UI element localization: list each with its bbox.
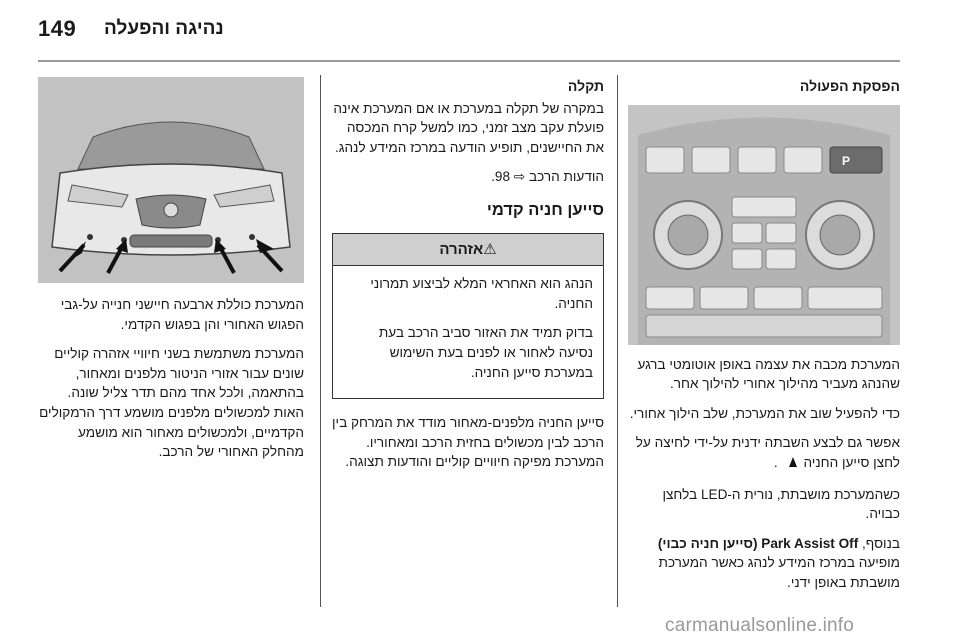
- warning-box: [332, 233, 604, 400]
- paragraph-audible-signals: המערכת משתמשת בשני חיוויי אזהרה קוליים שונים עבור אזורי הניטור מלפנים ומאחור, בהתאמה, ולכל אחד מהם תדר צליל שונה. האות למכשולים מלפנים מושמע דרך הרמקולים הקדמיים, ולמכשולים מאחור הוא מושמע מהחלק האחורי של הרכב.: [39, 346, 304, 460]
- middle-column: [332, 77, 604, 482]
- warning-paragraph-1: הנהג הוא האחראי המלא לביצוע תמרוני החניה.: [370, 276, 593, 311]
- park-assist-inline-icon: [778, 455, 800, 475]
- warning-triangle-icon: ⚠: [483, 240, 497, 258]
- section-heading-fault: תקלה: [567, 78, 604, 94]
- car-front-figure: [38, 77, 304, 283]
- paragraph-front-rear-sensors: סייען החניה מלפנים-מאחור מודד את המרחק בין הרכב לבין מכשולים בחזית הרכב ומאחוריו. המערכת מפיקה חיוויים קוליים והודעות תצוגה.: [332, 415, 604, 470]
- paragraph-led-off: כשהמערכת מושבתת, נורית ה-LED בלחצן כבויה.: [662, 486, 900, 522]
- section-heading-front-park-assist: סייען חניה קדמי: [486, 200, 604, 219]
- front-view-car-with-sensors-icon: [38, 77, 304, 283]
- paragraph-manual-off: אפשר גם לבצע השבתה ידנית על-ידי לחיצה על לחצן סייען החניה .: [628, 433, 900, 474]
- paragraph-auto-off: המערכת מכבה את עצמה באופן אוטומטי ברגע שהנהג מעביר מהילוך אחורי להילוך אחר.: [637, 356, 900, 392]
- page-number: 149: [38, 16, 77, 41]
- paragraph-fault: במקרה של תקלה במערכת או אם המערכת אינה פועלת עקב מצב זמני, כמו למשל קרח המכסה את החיישנים, תופיע הודעה במרכז המידע לנהג.: [333, 100, 604, 155]
- paragraph-vehicle-messages: הודעות הרכב ⇨ 98.: [491, 169, 604, 185]
- header-rule: [38, 60, 900, 62]
- warning-header: ⚠אזהרה: [333, 234, 603, 267]
- section-heading-deactivation: הפסקת הפעולה: [799, 78, 900, 94]
- chapter-title: נהיגה והפעלה: [104, 18, 224, 39]
- watermark: carmanualsonline.info: [665, 615, 855, 636]
- warning-paragraph-2: בדוק תמיד את האזור סביב הרכב בעת נסיעה לאחור או לפנים בעת השימוש במערכת סייען החניה.: [378, 325, 593, 380]
- warning-body: [333, 266, 603, 398]
- park-assist-button-icon: [628, 105, 900, 345]
- console-figure: [628, 105, 900, 345]
- svg-text:P: P: [841, 153, 850, 168]
- right-column: [628, 77, 900, 603]
- left-column: [38, 77, 304, 472]
- paragraph-park-assist-off: בנוסף, Park Assist Off (סייען חניה כבוי) מופיעה במרכז המידע לנהג כאשר המערכת מושבתת באופן ידני.: [657, 535, 900, 590]
- column-divider-left: [320, 75, 321, 607]
- page-header: [0, 0, 960, 62]
- column-divider-right: [617, 75, 618, 607]
- paragraph-four-sensors: המערכת כוללת ארבעה חיישני חנייה על-גבי הפגוש האחורי והן בפגוש הקדמי.: [60, 297, 304, 332]
- paragraph-reactivate: כדי להפעיל שוב את המערכת, שלב הילוך אחורי.: [629, 405, 900, 421]
- page-reference-icon: ⇨: [513, 169, 526, 185]
